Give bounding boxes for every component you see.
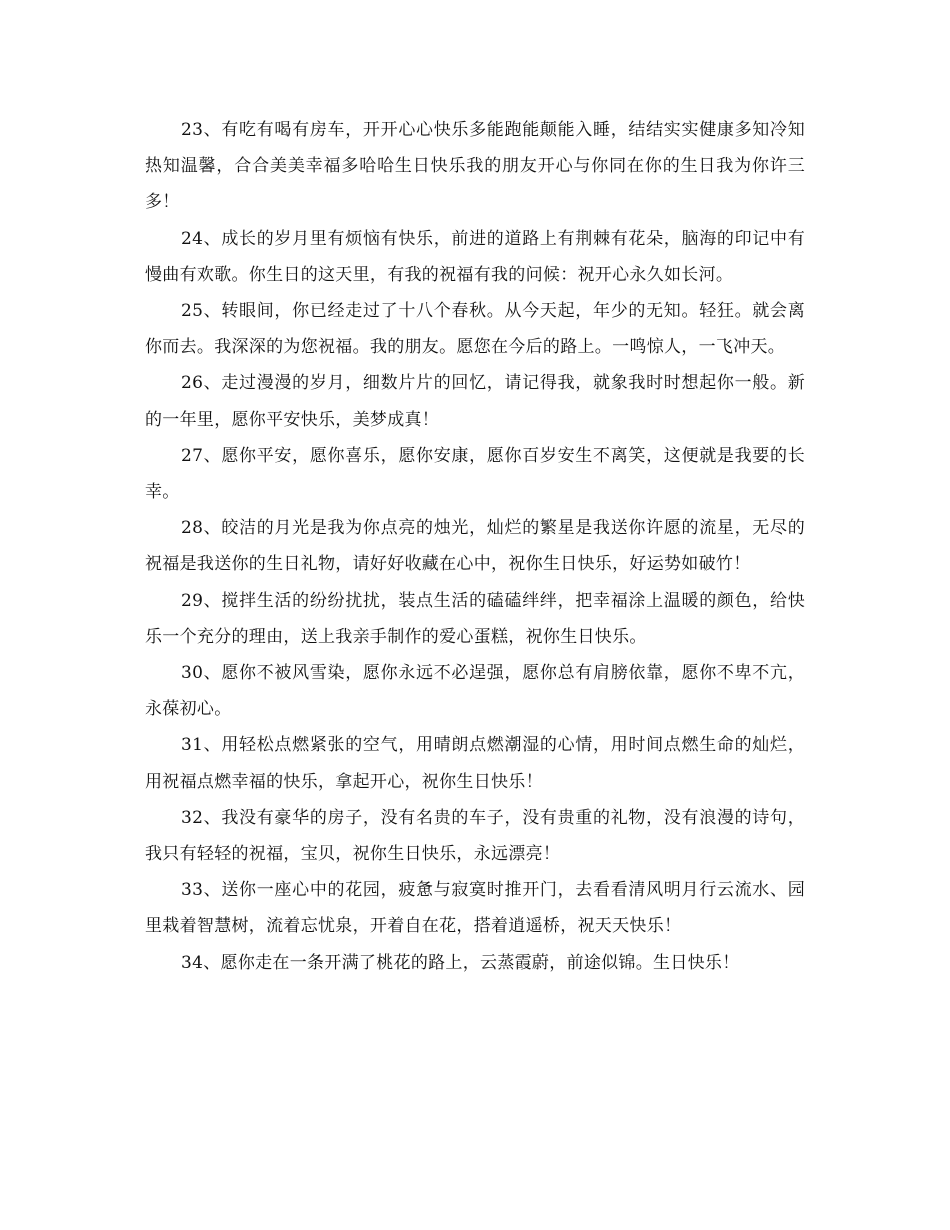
paragraph-23: 23、有吃有喝有房车，开开心心快乐多能跑能颠能入睡，结结实实健康多知冷知热知温馨，合合美美幸福多哈哈生日快乐我的朋友开心与你同在你的生日我为你许三多！: [145, 120, 805, 213]
paragraph-30: 30、愿你不被风雪染，愿你永远不必逞强，愿你总有肩膀依靠，愿你不卑不亢，永葆初心。: [145, 663, 805, 720]
paragraph-31: 31、用轻松点燃紧张的空气，用晴朗点燃潮湿的心情，用时间点燃生命的灿烂，用祝福点燃幸福的快乐，拿起开心，祝你生日快乐！: [145, 735, 805, 792]
paragraph-34: 34、愿你走在一条开满了桃花的路上，云蒸霞蔚，前途似锦。生日快乐！: [181, 952, 740, 973]
paragraph-26: 26、走过漫漫的岁月，细数片片的回忆，请记得我，就象我时时想起你一般。新的一年里，愿你平安快乐，美梦成真！: [145, 373, 805, 430]
document-body: [145, 112, 805, 981]
paragraph-29: 29、搅拌生活的纷纷扰扰，装点生活的磕磕绊绊，把幸福涂上温暖的颜色，给快乐一个充分的理由，送上我亲手制作的爱心蛋糕，祝你生日快乐。: [145, 590, 805, 647]
paragraph-28: 28、皎洁的月光是我为你点亮的烛光，灿烂的繁星是我送你许愿的流星，无尽的祝福是我送你的生日礼物，请好好收藏在心中，祝你生日快乐，好运势如破竹！: [145, 518, 805, 575]
paragraph-24: 24、成长的岁月里有烦恼有快乐，前进的道路上有荆棘有花朵，脑海的印记中有慢曲有欢歌。你生日的这天里，有我的祝福有我的问候：祝开心永久如长河。: [145, 228, 805, 285]
paragraph-27: 27、愿你平安，愿你喜乐，愿你安康，愿你百岁安生不离笑，这便就是我要的长幸。: [145, 445, 805, 503]
paragraph-32: 32、我没有豪华的房子，没有名贵的车子，没有贵重的礼物，没有浪漫的诗句，我只有轻轻的祝福，宝贝，祝你生日快乐，永远漂亮！: [145, 807, 805, 865]
paragraph-25: 25、转眼间，你已经走过了十八个春秋。从今天起，年少的无知。轻狂。就会离你而去。我深深的为您祝福。我的朋友。愿您在今后的路上。一鸣惊人，一飞冲天。: [145, 301, 805, 358]
paragraph-33: 33、送你一座心中的花园，疲惫与寂寞时推开门，去看看清风明月行云流水、园里栽着智慧树，流着忘忧泉，开着自在花，搭着逍遥桥，祝天天快乐！: [145, 880, 805, 937]
